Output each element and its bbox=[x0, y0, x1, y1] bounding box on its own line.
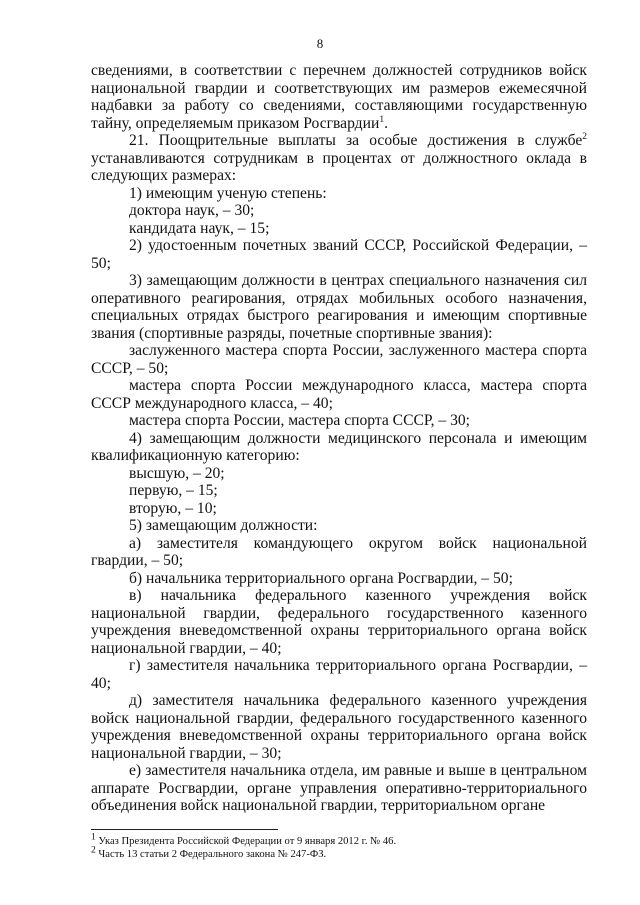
page-number: 8 bbox=[316, 36, 324, 51]
list-item: 3) замещающим должности в центрах специального назначения сил оперативного реагирования, отрядах мобильных особого назначения, специальных отрядах быстрого реагирования и имеющим спортивные звания (спортивные разряды, почетные спортивные звания): bbox=[91, 272, 587, 342]
main-text bbox=[91, 62, 587, 815]
footnotes bbox=[91, 832, 587, 861]
footnote: 2 Часть 13 статьи 2 Федерального закона № 247-ФЗ. bbox=[91, 845, 327, 860]
paragraph-item-21: 21. Поощрительные выплаты за особые достижения в службе$^2$ устанавливаются сотрудникам в процентах от должностного оклада в следующих размерах: bbox=[91, 131, 587, 184]
footnote-ref-2: 2 bbox=[582, 131, 587, 142]
footnote-divider bbox=[91, 829, 278, 830]
footnote: 1 Указ Президента Российской Федерации от 9 января 2012 г. № 46. bbox=[91, 832, 397, 847]
list-item: 4) замещающим должности медицинского персонала и имеющим квалификационную категорию: bbox=[91, 429, 587, 464]
list-item: мастера спорта России международного класса, мастера спорта СССР международного класса, – 40; bbox=[91, 377, 587, 412]
list-item: заслуженного мастера спорта России, заслуженного мастера спорта СССР, – 50; bbox=[91, 342, 587, 377]
footnote-ref-1: 1 bbox=[379, 114, 385, 125]
list-item: доктора наук, – 30; bbox=[129, 202, 255, 219]
list-item: высшую, – 20; bbox=[129, 464, 225, 482]
list-item: мастера спорта России, мастера спорта СССР, – 30; bbox=[129, 412, 471, 429]
list-item: кандидата наук, – 15; bbox=[129, 219, 270, 237]
list-item: в) начальника федерального казенного учреждения войск национальной гвардии, федерального государственного казенного учреждения вневедомственной охраны территориального органа войск национальной гвардии, – 40; bbox=[91, 587, 587, 657]
list-item: б) начальника территориального органа Росгвардии, – 50; bbox=[129, 569, 513, 587]
list-item: 1) имеющим ученую степень: bbox=[129, 184, 327, 202]
list-item: 2) удостоенным почетных званий СССР, Российской Федерации, – 50; bbox=[91, 237, 587, 272]
list-item: 5) замещающим должности: bbox=[129, 517, 318, 534]
list-item: вторую, – 10; bbox=[129, 499, 217, 517]
list-item: г) заместителя начальника территориального органа Росгвардии, – 40; bbox=[91, 657, 587, 692]
list-item: первую, – 15; bbox=[129, 482, 218, 499]
paragraph-continuation: сведениями, в соответствии с перечнем должностей сотрудников войск национальной гвардии и соответствующих им размеров ежемесячной надбавки за работу со сведениями, составляющими государственную тайну, определяемым приказом Росгвардии$^1$. bbox=[91, 62, 587, 132]
list-item: д) заместителя начальника федерального казенного учреждения войск национальной гвардии, федерального государственного казенного учреждения вневедомственной охраны территориального органа войск национальной гвардии, – 30; bbox=[91, 692, 587, 762]
list-item: е) заместителя начальника отдела, им равные и выше в центральном аппарате Росгвардии, органе управления оперативно-территориального объединения войск национальной гвардии, территориальном органе bbox=[91, 762, 587, 814]
list-item: а) заместителя командующего округом войск национальной гвардии, – 50; bbox=[91, 534, 587, 569]
